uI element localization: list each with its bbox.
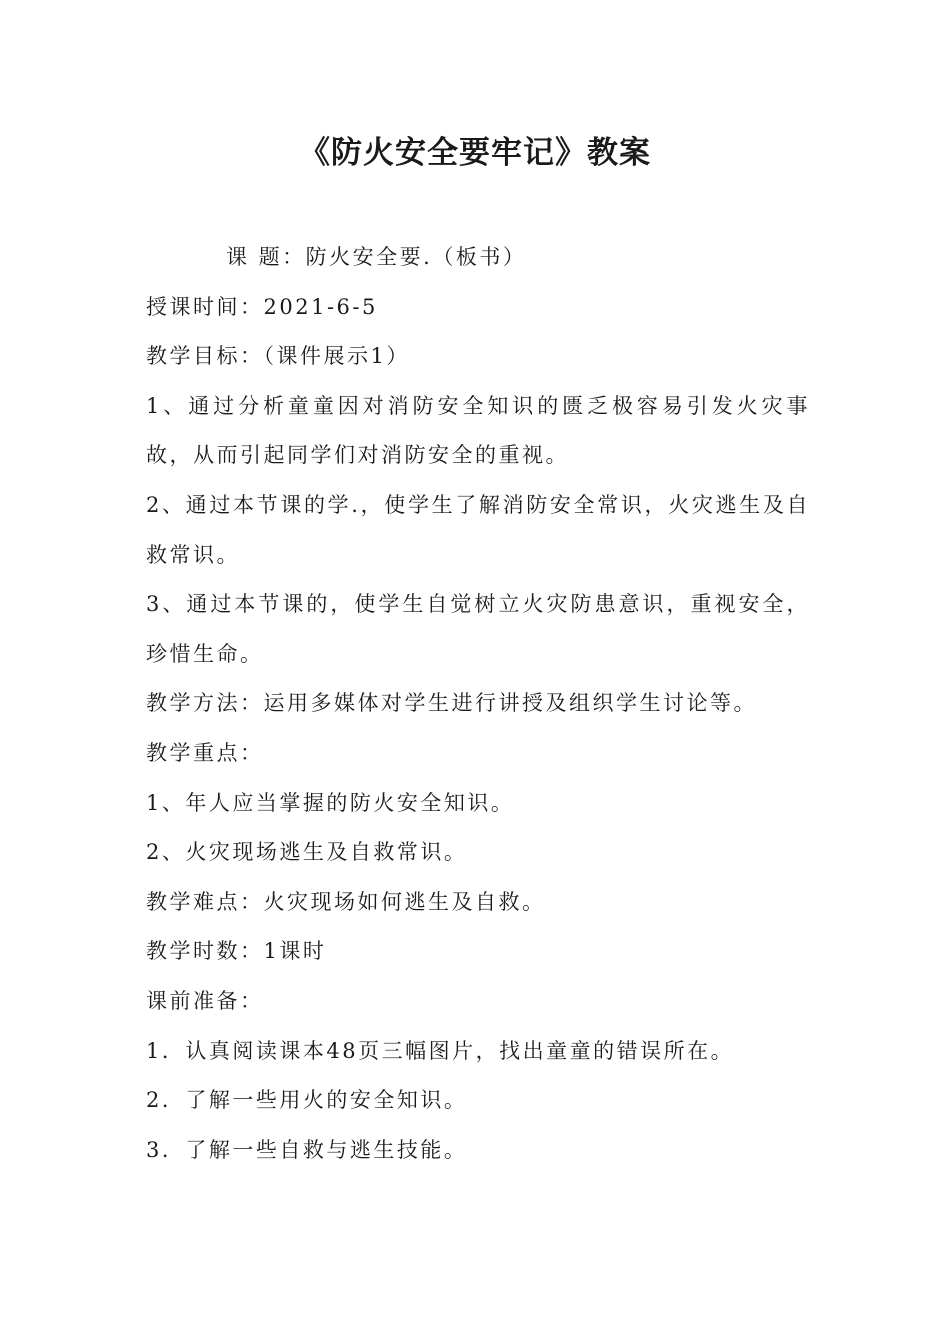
paragraph-method: 教学方法：运用多媒体对学生进行讲授及组织学生讨论等。 — [146, 691, 757, 716]
paragraph-preparation-3: 3．了解一些自救与逃生技能。 — [146, 1137, 468, 1162]
paragraph-objective-1: 1、通过分析童童因对消防安全知识的匮乏极容易引发火灾事故，从而引起同学们对消防安全的重视。 — [146, 393, 810, 468]
paragraph-preparation-2: 2．了解一些用火的安全知识。 — [146, 1088, 468, 1113]
paragraph-topic: 课 题：防火安全要.（板书） — [226, 245, 527, 269]
paragraph-keypoint-2: 2、火灾现场逃生及自救常识。 — [146, 840, 468, 865]
paragraph-date: 授课时间：2021-6-5 — [146, 294, 378, 319]
paragraph-objective-2: 2、通过本节课的学.，使学生了解消防安全常识，火灾逃生及自救常识。 — [146, 492, 810, 567]
paragraph-keypoints-heading: 教学重点： — [146, 740, 264, 765]
paragraph-keypoint-1: 1、年人应当掌握的防火安全知识。 — [146, 790, 515, 815]
paragraph-preparation-1: 1．认真阅读课本48页三幅图片，找出童童的错误所在。 — [146, 1038, 735, 1063]
paragraph-difficulty: 教学难点：火灾现场如何逃生及自救。 — [146, 889, 546, 914]
document-title: 《防火安全要牢记》教案 — [299, 135, 651, 171]
paragraph-preparation-heading: 课前准备： — [146, 988, 264, 1013]
document-body — [146, 233, 810, 1175]
paragraph-objectives-heading: 教学目标：（课件展示1） — [146, 344, 410, 369]
paragraph-hours: 教学时数：1课时 — [146, 939, 327, 964]
paragraph-objective-3: 3、通过本节课的，使学生自觉树立火灾防患意识，重视安全，珍惜生命。 — [146, 592, 810, 666]
